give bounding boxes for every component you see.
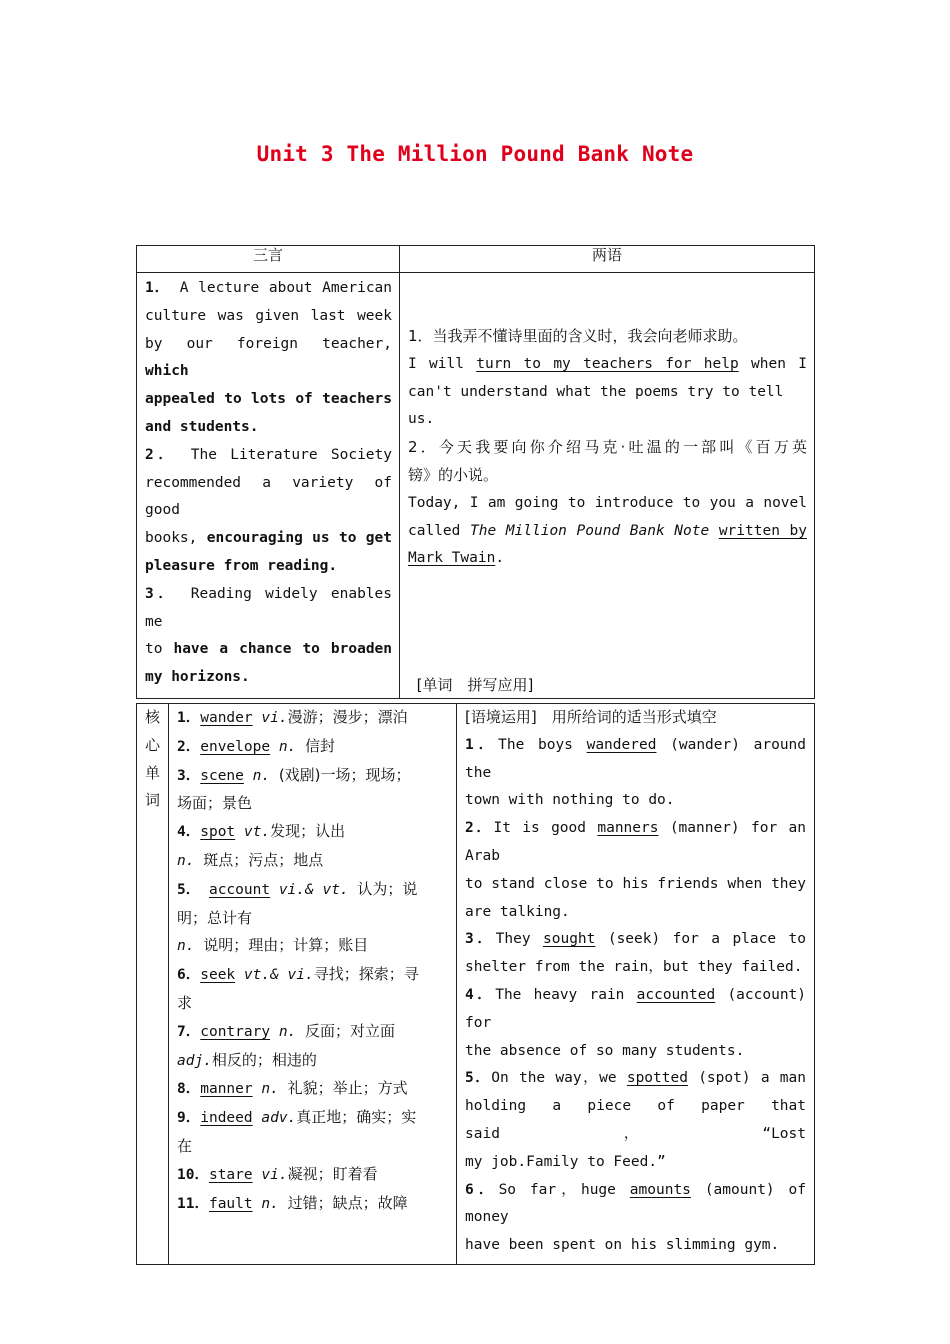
exercise-item: 2．It is good manners (manner) for an Arab (465, 820, 807, 864)
side-char: 词 (144, 791, 160, 810)
exercise-item-cont: holding a piece of paper that said，“Lost (465, 1098, 806, 1142)
translation-2-en-line-2: called The Million Pound Bank Note written by (408, 522, 807, 539)
side-char: 核 (144, 708, 160, 726)
exercise-item-cont: my job.Family to Feed.” (465, 1153, 666, 1170)
exercise-item: 3．They sought (seek) for a place to (465, 931, 806, 948)
sentence-2-line-1: 2． The Literature Society (145, 446, 392, 463)
sentence-1-line-3: by our foreign teacher, which (145, 335, 392, 380)
word-list (169, 704, 457, 1265)
word-item: 8．manner n. 礼貌；举止；方式 (177, 1079, 408, 1098)
word-item: 9．indeed adv.真正地；确实；实 (177, 1108, 417, 1127)
vocabulary-table (136, 703, 815, 1265)
sentence-1-line-4: appealed to lots of teachers (145, 391, 392, 408)
exercise-item: 1．The boys wandered (wander) around the (465, 736, 807, 781)
word-item-cont: n. 斑点；污点；地点 (177, 850, 324, 869)
sentence-2-line-3: books, encouraging us to get (145, 530, 393, 547)
exercise-item-cont: shelter from the rain，but they failed. (465, 959, 803, 976)
translation-2-en-line-3: Mark Twain. (408, 550, 505, 567)
sentence-1-line-1: 1． A lecture about American (145, 280, 393, 296)
word-item: 7．contrary n. 反面；对立面 (177, 1021, 396, 1040)
word-item: 5． account vi.& vt. 认为；说 (177, 879, 418, 898)
translation-1-en-line-1: I will turn to my teachers for help when I (408, 355, 807, 372)
word-item-cont: 场面；景色 (177, 794, 253, 813)
exercise-item-cont: to stand close to his friends when they (465, 875, 806, 892)
word-item: 4．spot vt.发现；认出 (177, 822, 346, 841)
word-item: 10．stare vi.凝视；盯着看 (177, 1164, 378, 1183)
exercise-item: 6．So far，huge amounts (amount) of money (465, 1181, 807, 1226)
side-char: 心 (144, 735, 160, 754)
word-item-cont: 在 (177, 1136, 193, 1155)
side-char: 单 (144, 763, 160, 782)
word-item: 1．wander vi.漫游；漫步；漂泊 (177, 708, 408, 726)
page-title: Unit 3 The Million Pound Bank Note (256, 142, 694, 166)
sentence-3-line-1: 3． Reading widely enables me (145, 585, 392, 630)
exercise-heading: [语境运用] 用所给词的适当形式填空 (465, 708, 717, 726)
sanyan-cell (137, 273, 400, 699)
word-item: 2．envelope n. 信封 (177, 736, 336, 755)
sentence-2-line-2: recommended a variety of good (145, 474, 392, 519)
word-item: 11．fault n. 过错；缺点；故障 (177, 1193, 408, 1212)
translation-1-en-line-2: can't understand what the poems try to tell us. (408, 383, 784, 428)
sentence-3-line-2: to have a chance to broaden (145, 641, 393, 658)
translation-2-zh-line-2: 镑》的小说。 (408, 465, 499, 484)
header-sanyan: 三言 (137, 246, 400, 273)
word-item: 6．seek vt.& vi.寻找；探索；寻 (177, 965, 419, 984)
word-item: 3．scene n. (戏剧)一场；现场； (177, 765, 411, 784)
exercise-item-cont: town with nothing to do. (465, 792, 675, 809)
section-heading: [单词 拼写应用] (416, 676, 534, 694)
word-item-cont: 明；总计有 (177, 908, 253, 927)
word-item-cont: adj.相反的；相违的 (177, 1050, 317, 1069)
translation-1-zh: 1．当我弄不懂诗里面的含义时，我会向老师求助。 (408, 327, 748, 345)
exercise-item-cont: have been spent on his slimming gym. (465, 1237, 780, 1254)
sentence-3-line-3: my horizons. (145, 669, 250, 686)
exercise-item: 4．The heavy rain accounted (account) for (465, 986, 807, 1031)
header-liangyu: 两语 (400, 246, 815, 273)
word-item-cont: n. 说明；理由；计算；账目 (177, 936, 369, 955)
liangyu-cell (400, 273, 815, 699)
sentence-1-line-5: and students. (145, 418, 259, 435)
exercise-item: 5．On the way，we spotted (spot) a man (465, 1070, 806, 1087)
core-words-label (137, 704, 169, 1265)
exercise-list (457, 704, 815, 1265)
exercise-item-cont: the absence of so many students. (465, 1042, 745, 1059)
exercise-item-cont: are talking. (465, 903, 570, 920)
translation-2-en-line-1: Today, I am going to introduce to you a novel (408, 494, 807, 511)
translation-2-zh-line-1: 2．今天我要向你介绍马克·吐温的一部叫《百万英 (408, 438, 807, 457)
sentence-1-line-2: culture was given last week (145, 307, 392, 324)
sentence-table (136, 245, 815, 699)
sentence-2-line-4: pleasure from reading. (145, 557, 338, 574)
word-item-cont: 求 (177, 993, 193, 1012)
